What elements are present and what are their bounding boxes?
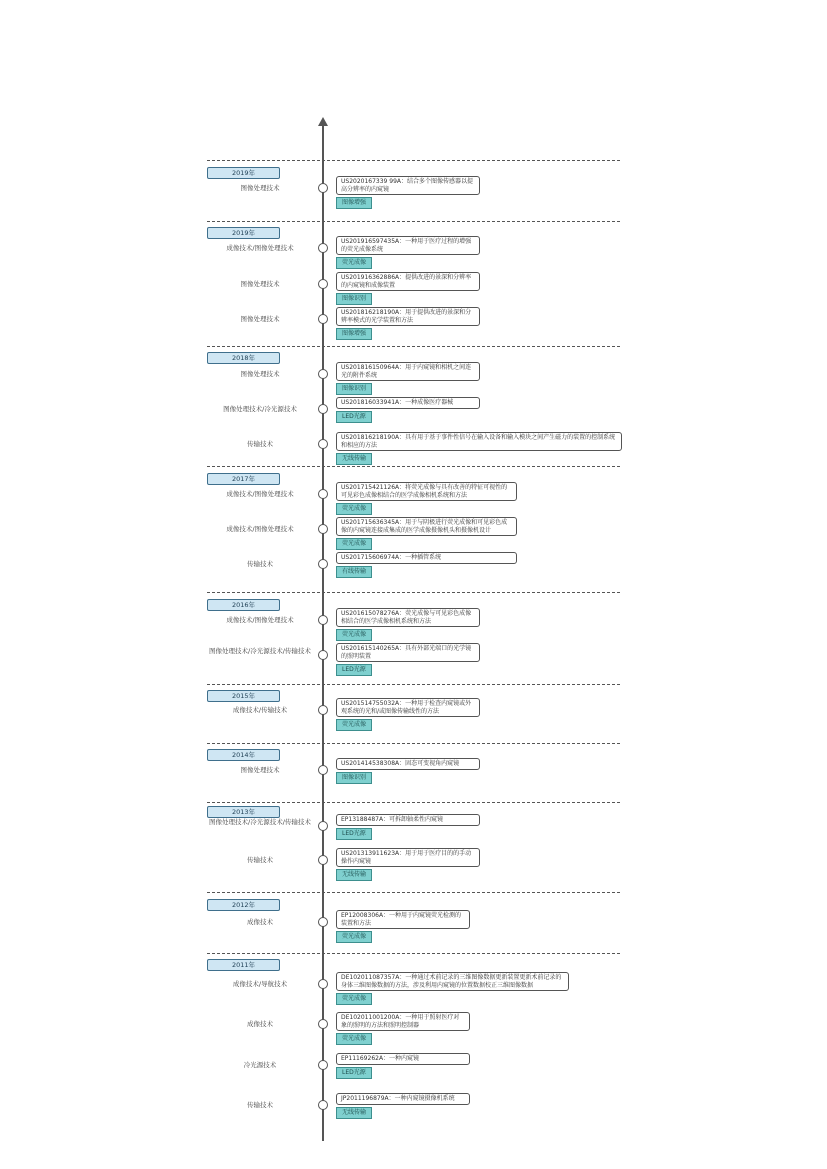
patent-entry-box[interactable]: US201313911623A：用于用于医疗目的的手动操作内窥镜 (336, 848, 480, 867)
year-badge: 2013年 (207, 806, 280, 818)
year-badge: 2015年 (207, 690, 280, 702)
category-tag: 荧光成像 (336, 1033, 372, 1045)
category-tag: LED光源 (336, 1067, 372, 1079)
entry-category-label: 图像处理技术 (240, 370, 280, 378)
year-badge: 2012年 (207, 899, 280, 911)
year-badge: 2014年 (207, 749, 280, 761)
patent-entry-box[interactable]: DE102011001200A：一种用于照射医疗对象的照明的方法和照明控制器 (336, 1012, 470, 1031)
year-divider (207, 346, 620, 347)
category-tag: 荧光成像 (336, 719, 372, 731)
patent-entry-box[interactable]: EP11169262A：一种内窥镜 (336, 1053, 470, 1065)
timeline-node-circle (318, 765, 328, 775)
category-tag: 荧光成像 (336, 993, 372, 1005)
entry-category-label: 图像处理技术/冷光源技术/传输技术 (209, 647, 311, 655)
timeline-node-circle (318, 917, 328, 927)
patent-entry-box[interactable]: US201615140265A：具有外部光端口的光学镜的照明装置 (336, 643, 480, 662)
entry-category-label: 传输技术 (247, 440, 273, 448)
patent-entry-box[interactable]: US201414538308A：固态可变视角内窥镜 (336, 758, 480, 770)
patent-entry-box[interactable]: EP12008306A：一种用于内窥镜荧光检测的装置和方法 (336, 910, 470, 929)
timeline-node-circle (318, 314, 328, 324)
patent-entry-box[interactable]: US201615078276A：荧光成像与可见彩色成像相结合的医学成像相机系统和方法 (336, 608, 480, 627)
timeline-node-circle (318, 279, 328, 289)
timeline-node-circle (318, 650, 328, 660)
timeline-node-circle (318, 489, 328, 499)
patent-entry-box[interactable]: US201916597435A：一种用于医疗过程的增强的荧光成像系统 (336, 236, 480, 255)
timeline-node-circle (318, 821, 328, 831)
entry-category-label: 成像技术/导航技术 (232, 980, 288, 988)
year-divider (207, 743, 620, 744)
category-tag: 无线传输 (336, 1107, 372, 1119)
patent-entry-box[interactable]: US201816150964A：用于内窥镜和相机之间连光的附件系统 (336, 362, 480, 381)
category-tag: LED光源 (336, 828, 372, 840)
entry-category-label: 成像技术 (247, 918, 273, 926)
timeline-node-circle (318, 1060, 328, 1070)
timeline-node-circle (318, 1019, 328, 1029)
year-divider (207, 466, 620, 467)
year-badge: 2016年 (207, 599, 280, 611)
category-tag: 图像识别 (336, 383, 372, 395)
patent-entry-box[interactable]: US201715421126A：将荧光成像与具有改善的特征可视性的可见彩色成像相结合的医学成像相机系统和方法 (336, 482, 517, 501)
timeline-node-circle (318, 369, 328, 379)
category-tag: LED光源 (336, 664, 372, 676)
timeline-node-circle (318, 855, 328, 865)
patent-entry-box[interactable]: US201816218190A：具有用于基于事件性信号在输入设备和输入模块之间产生磁力的装置的控制系统和相应的方法 (336, 432, 622, 451)
timeline-node-circle (318, 979, 328, 989)
entry-category-label: 传输技术 (247, 856, 273, 864)
category-tag: 无线传输 (336, 869, 372, 881)
category-tag: 荧光成像 (336, 629, 372, 641)
patent-entry-box[interactable]: US2020167339 99A：结合多个图像传感器以提高分辨率的内窥镜 (336, 176, 480, 195)
category-tag: 荧光成像 (336, 257, 372, 269)
entry-category-label: 图像处理技术/冷光源技术 (223, 405, 297, 413)
category-tag: LED光源 (336, 411, 372, 423)
entry-category-label: 成像技术/图像处理技术 (226, 244, 294, 252)
category-tag: 图像识别 (336, 772, 372, 784)
timeline-node-circle (318, 524, 328, 534)
year-badge: 2018年 (207, 352, 280, 364)
year-divider (207, 953, 620, 954)
year-badge: 2017年 (207, 473, 280, 485)
patent-entry-box[interactable]: US201816033941A：一种成像医疗器械 (336, 397, 480, 409)
entry-category-label: 成像技术/图像处理技术 (226, 525, 294, 533)
category-tag: 图像识别 (336, 293, 372, 305)
entry-category-label: 图像处理技术 (240, 315, 280, 323)
timeline-node-circle (318, 243, 328, 253)
timeline-node-circle (318, 705, 328, 715)
year-badge: 2019年 (207, 167, 280, 179)
year-badge: 2011年 (207, 959, 280, 971)
entry-category-label: 图像处理技术 (240, 280, 280, 288)
year-divider (207, 892, 620, 893)
year-divider (207, 592, 620, 593)
entry-category-label: 传输技术 (247, 560, 273, 568)
category-tag: 图像增强 (336, 328, 372, 340)
year-divider (207, 221, 620, 222)
entry-category-label: 成像技术/图像处理技术 (226, 490, 294, 498)
timeline-node-circle (318, 183, 328, 193)
patent-entry-box[interactable]: EP13188487A：可拆卸轴柔性内窥镜 (336, 814, 480, 826)
year-badge: 2019年 (207, 227, 280, 239)
patent-entry-box[interactable]: US201715636345A：用于与阴极进行荧光成像和可见彩色成像的内窥镜连接成集成的医学成像摄像机头和摄像机设计 (336, 517, 517, 536)
category-tag: 荧光成像 (336, 538, 372, 550)
entry-category-label: 成像技术/图像处理技术 (226, 616, 294, 624)
entry-category-label: 成像技术/传输技术 (232, 706, 288, 714)
patent-entry-box[interactable]: US201514755032A：一种用于检查内窥镜或外观系统的光和/或图像传输线性的方法 (336, 698, 480, 717)
category-tag: 荧光成像 (336, 503, 372, 515)
patent-entry-box[interactable]: US201916362886A：提供改进的景深和分辨率的内窥镜和成像装置 (336, 272, 480, 291)
timeline-node-circle (318, 1100, 328, 1110)
timeline-node-circle (318, 615, 328, 625)
entry-category-label: 成像技术 (247, 1020, 273, 1028)
year-divider (207, 160, 620, 161)
category-tag: 图像增强 (336, 197, 372, 209)
timeline-node-circle (318, 404, 328, 414)
entry-category-label: 传输技术 (247, 1101, 273, 1109)
year-divider (207, 802, 620, 803)
entry-category-label: 图像处理技术/冷光源技术/传输技术 (209, 818, 311, 826)
patent-entry-box[interactable]: US201816218190A：用于提供改进的景深和分辨率模式的光学装置和方法 (336, 307, 480, 326)
year-divider (207, 684, 620, 685)
patent-entry-box[interactable]: US201715606974A：一种插管系统 (336, 552, 517, 564)
entry-category-label: 图像处理技术 (240, 184, 280, 192)
category-tag: 有线传输 (336, 566, 372, 578)
category-tag: 荧光成像 (336, 931, 372, 943)
timeline-node-circle (318, 439, 328, 449)
category-tag: 无线传输 (336, 453, 372, 465)
patent-entry-box[interactable]: JP2011196879A：一种内窥镜摄像机系统 (336, 1093, 470, 1105)
patent-entry-box[interactable]: DE102011087357A：一种通过术前记录的三维图像数据更新装置更新术前记录的身体三维图像数据的方法，涉及利用内窥镜的位置数据校正三维图像数据 (336, 972, 569, 991)
entry-category-label: 冷光源技术 (243, 1061, 277, 1069)
entry-category-label: 图像处理技术 (240, 766, 280, 774)
axis-arrow-icon (318, 117, 328, 126)
timeline-node-circle (318, 559, 328, 569)
